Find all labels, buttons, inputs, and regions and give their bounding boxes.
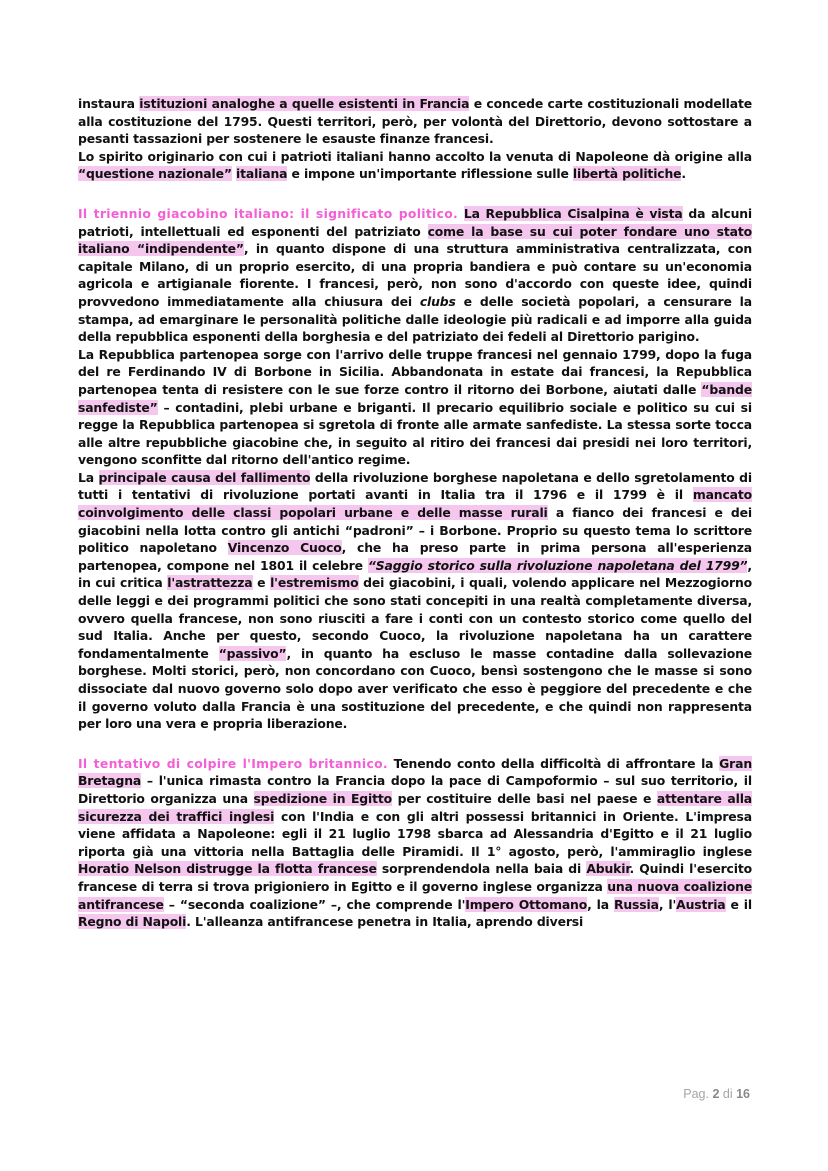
highlighted-text: Austria — [676, 896, 726, 912]
text-run: , l' — [658, 896, 677, 912]
text-run: Lo spirito originario con cui i patrioti italiani hanno accolto la venuta di Napoleone dà origine alla — [78, 148, 752, 164]
highlighted-text: libertà politiche — [572, 166, 682, 182]
highlighted-text: attentare alla sicurezza dei traffici inglesi — [78, 790, 752, 824]
current-page-number: 2 — [712, 1087, 720, 1101]
text-run: dei giacobini, i quali, volendo applicare nel Mezzogiorno delle leggi e dei programmi politici che sono stati concepiti in una realtà completamente diversa, ovvero quella francese, non sono riusciti a fare i conti con un contesto storico come quello del sud Italia. Anche per questo, secondo Cuoco, la rivoluzione napoletana ha un carattere fondamentalmente — [78, 575, 752, 661]
text-run: – “seconda coalizione” –, che comprende l' — [163, 896, 466, 912]
paragraph-questione-nazionale — [78, 148, 752, 183]
text-run: La Repubblica partenopea sorge con l'arrivo delle truppe francesi nel gennaio 1799, dopo la fuga del re Ferdinando IV di Borbone in Sicilia. Abbandonata in estate dai francesi, la Repubblica partenopea tenta di resistere con le sue forze contro il ritorno dei Borbone, aiutati dalle — [78, 346, 752, 397]
highlighted-text: una nuova coalizione antifrancese — [78, 878, 752, 912]
text-run: e delle società popolari, a censurare la stampa, ad emarginare le personalità politiche dalle ideologie più radicali e ad imporre alla guida della repubblica esponenti della borghesia e del patriziato dei fedeli al Direttorio parigino. — [78, 293, 752, 345]
text-run: e il — [725, 896, 752, 912]
section-heading: Il triennio giacobino italiano: il significato politico. — [78, 205, 459, 221]
italic-text: clubs — [419, 293, 456, 309]
highlighted-text: Horatio Nelson distrugge la flotta francese — [78, 861, 377, 877]
paragraph-impero-britannico — [78, 755, 752, 931]
page-footer — [683, 1087, 750, 1101]
text-run: sorprendendola nella baia di — [376, 861, 587, 877]
text-run: a fianco dei francesi e dei giacobini nella lotta contro gli antichi “padroni” – i Borbone. Proprio su questo tema lo scrittore politico napoletano — [78, 505, 752, 556]
highlighted-text: come la base su cui poter fondare uno stato italiano “indipendente” — [78, 223, 752, 257]
highlighted-text: l'estremismo — [270, 575, 359, 591]
highlighted-text: spedizione in Egitto — [253, 790, 393, 806]
text-run: instaura — [78, 96, 140, 111]
text-run: , che ha preso parte in prima persona all'esperienza partenopea, compone nel 1801 il celebre — [78, 540, 752, 573]
highlighted-text: Abukir — [586, 861, 630, 877]
text-run: e — [252, 575, 271, 591]
highlighted-text: principale causa del fallimento — [98, 469, 311, 485]
text-run: e concede carte costituzionali modellate alla costituzione del 1795. Questi territori, però, per volontà del Direttorio, devono sottostare a pesanti tassazioni per sostenere le esauste finanze francesi. — [78, 96, 753, 147]
text-run: La — [78, 469, 99, 485]
highlighted-text: “bande sanfediste” — [78, 381, 752, 415]
highlighted-text: Vincenzo Cuoco — [227, 540, 342, 556]
text-run: con l'India e con gli altri possessi britannici in Oriente. L'impresa viene affidata a Napoleone: egli il 21 luglio 1798 sbarca ad Alessandria d'Egitto e il 21 luglio riporta già una vittoria nella Battaglia delle Piramidi. Il 1° agosto, però, l'ammiraglio inglese — [78, 808, 752, 859]
text-run: . — [681, 166, 686, 182]
text-run: della rivoluzione borghese napoletana e dello sgretolamento di tutti i tentativi di rivoluzione portati avanti in Italia tra il 1796 e il 1799 è il — [78, 469, 753, 503]
highlighted-text: mancato coinvolgimento delle classi popolari urbane e delle masse rurali — [78, 487, 752, 521]
total-pages: 16 — [736, 1087, 750, 1101]
highlighted-text: Impero Ottomano — [465, 896, 588, 912]
highlighted-text: istituzioni analoghe a quelle esistenti in Francia — [139, 96, 470, 111]
paragraph-istituzioni — [78, 95, 752, 148]
paragraph-repubblica-partenopea — [78, 346, 752, 469]
document-page — [78, 95, 752, 931]
highlighted-text: “questione nazionale” — [78, 166, 232, 182]
text-run: da alcuni patrioti, intellettuali ed esponenti del patriziato — [78, 205, 753, 239]
highlighted-text: “passivo” — [218, 645, 287, 661]
highlighted-text: Regno di Napoli — [78, 914, 187, 930]
text-run: , la — [587, 896, 614, 912]
paragraph-fallimento-rivoluzione — [78, 469, 752, 733]
text-run: – l'unica rimasta contro la Francia dopo la pace di Campoformio – sul suo territorio, il Direttorio organizza una — [78, 773, 752, 806]
section-heading: Il tentativo di colpire l'Impero britannico. — [78, 755, 388, 771]
section-gap — [78, 183, 752, 205]
highlighted-text: La Repubblica Cisalpina è vista — [463, 205, 683, 221]
text-run: – contadini, plebi urbane e briganti. Il precario equilibrio sociale e politico su cui si regge la Repubblica partenopea si sgretola di fronte alle armate sanfediste. La stessa sorte tocca alle altre repubbliche giacobine che, in seguito al ritiro dei francesi dai presidi nei loro territori, vengono sconfitte dal ritorno dell'antico regime. — [78, 399, 752, 468]
text-run: , in quanto dispone di una struttura amministrativa centralizzata, con capitale Milano, di un proprio esercito, di una propria bandiera e può contare su un'economia agricola e artigianale fiorente. I francesi, però, non sono d'accordo con queste idee, quindi provvedono immediatamente alla chiusura dei — [78, 241, 752, 309]
paragraph-triennio-giacobino — [78, 205, 752, 346]
text-run: e impone un'importante riflessione sulle — [287, 166, 573, 182]
highlighted-text: Russia — [613, 896, 659, 912]
highlighted-text: italiana — [236, 166, 288, 182]
text-run: , in cui critica — [78, 557, 752, 591]
footer-prefix: Pag. — [683, 1087, 709, 1101]
highlighted-text: Gran Bretagna — [78, 755, 752, 789]
section-gap — [78, 733, 752, 755]
text-run — [458, 206, 464, 221]
text-run: , in quanto ha escluso le masse contadine dalla sollevazione borghese. Molti storici, però, non concordano con Cuoco, bensì sostengono che le masse si sono dissociate dal nuovo governo solo dopo aver verificato che esso è peggiore del precedente e che il governo voluto dalla Francia è una sostituzione del precedente, e che quindi non rappresenta per loro una vera e propria liberazione. — [78, 645, 752, 732]
text-run: per costituire delle basi nel paese e — [392, 790, 657, 806]
text-run: Tenendo conto della difficoltà di affrontare la — [387, 755, 720, 771]
highlighted-text: “Saggio storico sulla rivoluzione napoletana del 1799” — [367, 557, 748, 573]
highlighted-text: l'astrattezza — [167, 575, 253, 591]
footer-separator: di — [722, 1087, 733, 1101]
text-run: . L'alleanza antifrancese penetra in Italia, aprendo diversi — [186, 914, 584, 930]
text-run: . Quindi l'esercito francese di terra si trova prigioniero in Egitto e il governo inglese organizza — [78, 861, 752, 894]
